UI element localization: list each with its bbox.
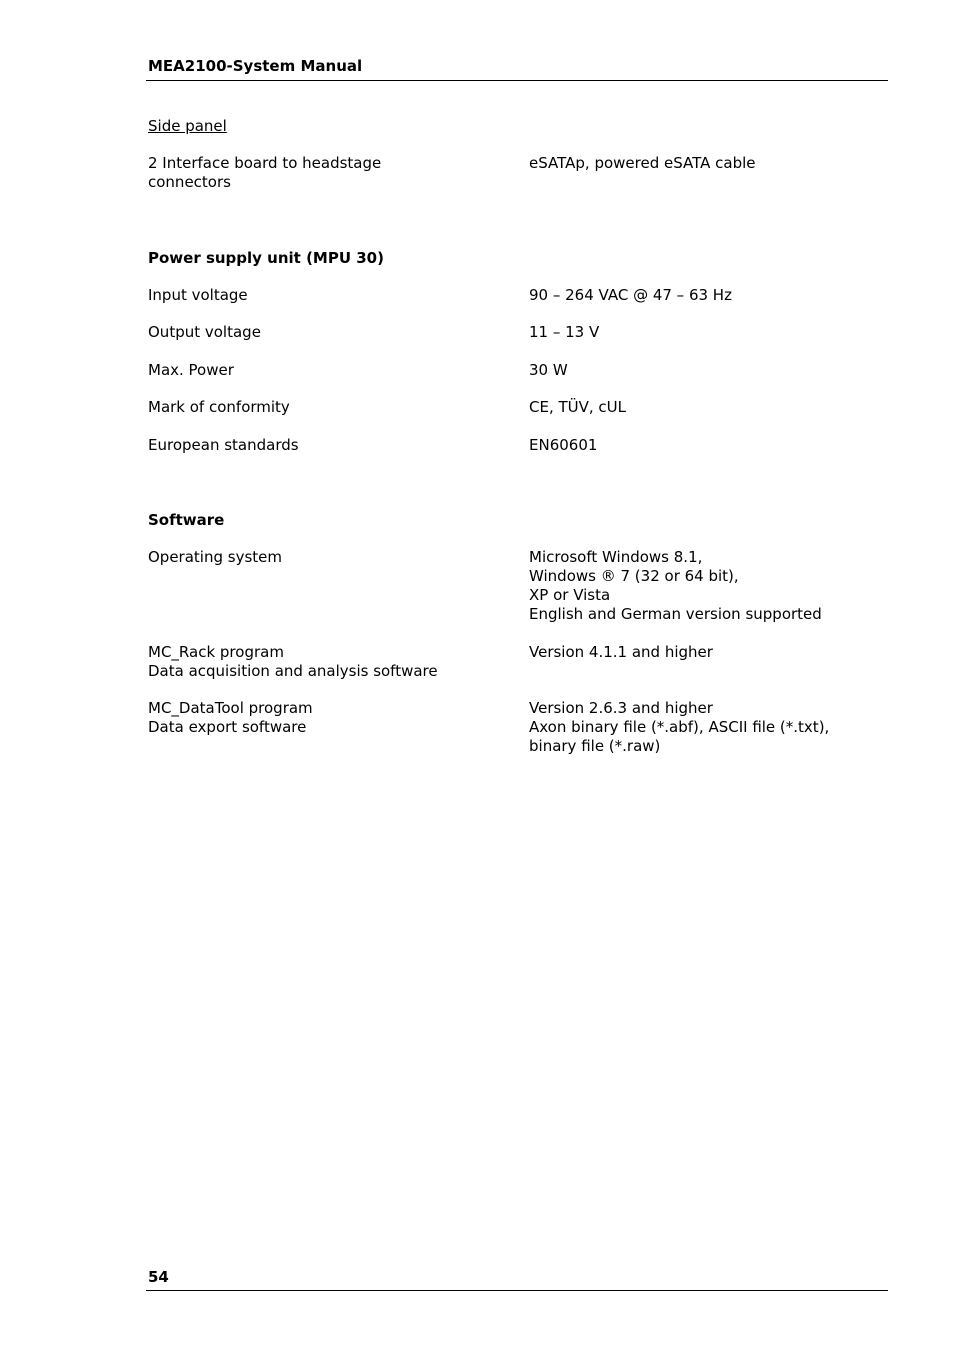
max-power-value: 30 W (529, 361, 568, 379)
mc-rack-label: MC_Rack program Data acquisition and analysis software (148, 643, 438, 680)
operating-system-label: Operating system (148, 548, 282, 566)
software-heading: Software (148, 511, 225, 529)
output-voltage-label: Output voltage (148, 323, 261, 341)
header-divider (146, 80, 888, 81)
mc-datatool-label: MC_DataTool program Data export software (148, 699, 313, 736)
input-voltage-label: Input voltage (148, 286, 248, 304)
footer-divider (146, 1290, 888, 1291)
side-panel-connectors-label: 2 Interface board to headstage connectors (148, 154, 382, 191)
page-number: 54 (148, 1268, 169, 1286)
mark-of-conformity-label: Mark of conformity (148, 398, 290, 416)
european-standards-value: EN60601 (529, 436, 598, 454)
max-power-label: Max. Power (148, 361, 234, 379)
side-panel-heading: Side panel (148, 117, 227, 135)
output-voltage-value: 11 – 13 V (529, 323, 600, 341)
mark-of-conformity-value: CE, TÜV, cUL (529, 398, 627, 416)
operating-system-value: Microsoft Windows 8.1, Windows ® 7 (32 or 64 bit), XP or Vista English and German version supported (529, 548, 822, 623)
european-standards-label: European standards (148, 436, 299, 454)
side-panel-connectors-value: eSATAp, powered eSATA cable (529, 154, 756, 172)
mc-rack-value: Version 4.1.1 and higher (529, 643, 713, 661)
mc-datatool-value: Version 2.6.3 and higher Axon binary file (*.abf), ASCII file (*.txt), binary file (*.raw) (529, 699, 830, 755)
power-supply-heading: Power supply unit (MPU 30) (148, 249, 384, 267)
document-header-title: MEA2100-System Manual (148, 57, 363, 75)
input-voltage-value: 90 – 264 VAC @ 47 – 63 Hz (529, 286, 732, 304)
